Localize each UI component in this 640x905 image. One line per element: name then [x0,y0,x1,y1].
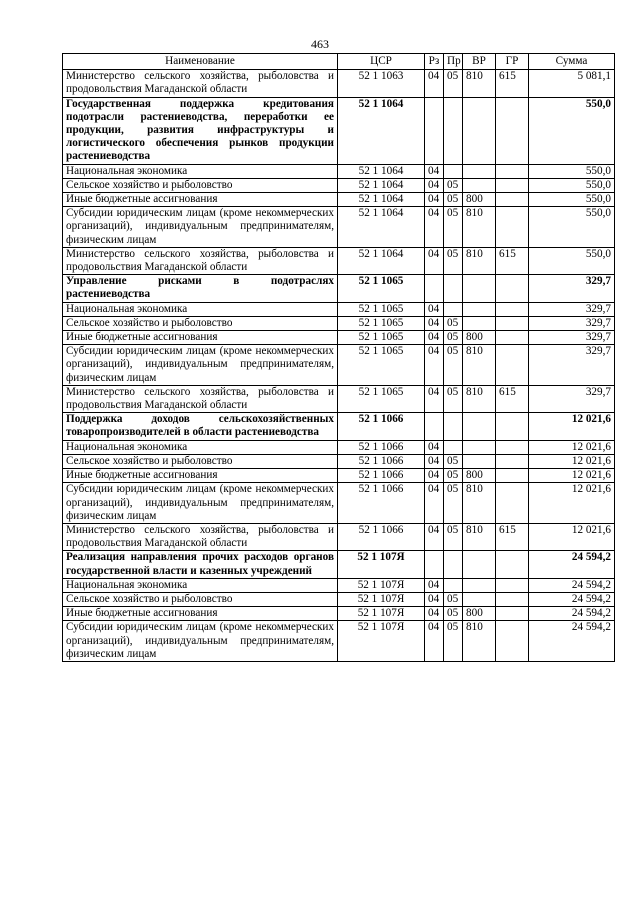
cell-vr: 810 [463,385,496,412]
cell-sum: 550,0 [529,164,615,178]
cell-rz: 04 [425,331,444,345]
table-row [63,178,615,192]
cell-vr [463,440,496,454]
cell-vr [463,178,496,192]
table-row [63,551,615,578]
cell-rz: 04 [425,302,444,316]
cell-sum: 24 594,2 [529,551,615,578]
cell-name: Управление рисками в подотраслях растениеводства [63,275,338,302]
cell-rz: 04 [425,164,444,178]
cell-name: Национальная экономика [63,164,338,178]
cell-pr [444,413,463,440]
cell-csr: 52 1 107Я [338,621,425,662]
cell-name: Национальная экономика [63,440,338,454]
cell-gr [496,178,529,192]
cell-csr: 52 1 1065 [338,302,425,316]
cell-vr: 810 [463,207,496,248]
cell-vr [463,164,496,178]
cell-vr [463,578,496,592]
cell-pr: 05 [444,385,463,412]
cell-vr: 800 [463,193,496,207]
cell-name: Министерство сельского хозяйства, рыболовства и продовольствия Магаданской области [63,523,338,550]
cell-pr: 05 [444,331,463,345]
header-pr: Пр [444,54,463,70]
cell-sum: 24 594,2 [529,578,615,592]
cell-name: Национальная экономика [63,578,338,592]
cell-pr [444,440,463,454]
cell-gr [496,164,529,178]
cell-rz: 04 [425,247,444,274]
cell-csr: 52 1 107Я [338,551,425,578]
cell-csr: 52 1 1066 [338,523,425,550]
cell-vr [463,97,496,164]
cell-sum: 329,7 [529,302,615,316]
cell-gr [496,207,529,248]
cell-sum: 12 021,6 [529,469,615,483]
cell-name: Сельское хозяйство и рыболовство [63,178,338,192]
cell-csr: 52 1 1064 [338,164,425,178]
cell-sum: 329,7 [529,275,615,302]
cell-gr [496,621,529,662]
cell-csr: 52 1 1065 [338,385,425,412]
cell-sum: 550,0 [529,193,615,207]
cell-rz [425,413,444,440]
cell-pr: 05 [444,316,463,330]
cell-csr: 52 1 107Я [338,592,425,606]
cell-rz: 04 [425,345,444,386]
cell-sum: 329,7 [529,316,615,330]
cell-pr: 05 [444,621,463,662]
cell-csr: 52 1 1065 [338,316,425,330]
cell-pr [444,551,463,578]
cell-name: Сельское хозяйство и рыболовство [63,316,338,330]
cell-pr: 05 [444,247,463,274]
cell-rz: 04 [425,193,444,207]
cell-vr [463,551,496,578]
header-vr: ВР [463,54,496,70]
cell-pr [444,302,463,316]
cell-sum: 550,0 [529,207,615,248]
cell-csr: 52 1 107Я [338,578,425,592]
cell-gr [496,413,529,440]
cell-gr [496,97,529,164]
cell-sum: 12 021,6 [529,440,615,454]
cell-sum: 24 594,2 [529,592,615,606]
cell-name: Реализация направления прочих расходов органов государственной власти и казенных учреждений [63,551,338,578]
header-gr: ГР [496,54,529,70]
cell-gr [496,316,529,330]
cell-csr: 52 1 1065 [338,275,425,302]
table-row [63,207,615,248]
cell-sum: 12 021,6 [529,454,615,468]
cell-gr: 615 [496,247,529,274]
cell-pr: 05 [444,207,463,248]
cell-csr: 52 1 1064 [338,207,425,248]
cell-gr [496,193,529,207]
cell-rz: 04 [425,207,444,248]
cell-csr: 52 1 1066 [338,454,425,468]
cell-sum: 329,7 [529,331,615,345]
cell-name: Иные бюджетные ассигнования [63,469,338,483]
cell-gr: 615 [496,523,529,550]
cell-rz: 04 [425,316,444,330]
cell-vr [463,275,496,302]
table-row [63,345,615,386]
table-row [63,302,615,316]
cell-vr [463,592,496,606]
cell-pr: 05 [444,454,463,468]
table-row [63,440,615,454]
table-body [63,70,615,662]
cell-name: Министерство сельского хозяйства, рыболовства и продовольствия Магаданской области [63,247,338,274]
table-row [63,621,615,662]
cell-gr: 615 [496,70,529,97]
cell-pr: 05 [444,193,463,207]
header-csr: ЦСР [338,54,425,70]
cell-csr: 52 1 1066 [338,413,425,440]
cell-gr: 615 [496,385,529,412]
cell-gr [496,483,529,524]
cell-csr: 52 1 1064 [338,193,425,207]
cell-vr: 800 [463,469,496,483]
cell-pr: 05 [444,178,463,192]
cell-name: Иные бюджетные ассигнования [63,193,338,207]
table-row [63,483,615,524]
cell-rz: 04 [425,483,444,524]
cell-vr: 800 [463,331,496,345]
budget-table [62,53,615,662]
table-row [63,247,615,274]
cell-pr: 05 [444,523,463,550]
cell-vr: 810 [463,621,496,662]
table-row [63,592,615,606]
cell-csr: 52 1 1065 [338,331,425,345]
table-row [63,97,615,164]
table-row [63,523,615,550]
cell-pr: 05 [444,70,463,97]
header-row [63,54,615,70]
cell-rz: 04 [425,385,444,412]
cell-name: Субсидии юридическим лицам (кроме некоммерческих организаций), индивидуальным предпринимателям, физическим лицам [63,621,338,662]
header-sum: Сумма [529,54,615,70]
cell-rz: 04 [425,440,444,454]
cell-vr: 810 [463,345,496,386]
cell-gr [496,275,529,302]
cell-sum: 550,0 [529,97,615,164]
cell-sum: 5 081,1 [529,70,615,97]
cell-name: Министерство сельского хозяйства, рыболовства и продовольствия Магаданской области [63,385,338,412]
cell-csr: 52 1 1064 [338,178,425,192]
cell-sum: 12 021,6 [529,523,615,550]
cell-csr: 52 1 1064 [338,97,425,164]
cell-csr: 52 1 1066 [338,469,425,483]
cell-pr: 05 [444,469,463,483]
cell-vr: 810 [463,523,496,550]
cell-rz [425,97,444,164]
table-row [63,469,615,483]
table-row [63,331,615,345]
cell-rz: 04 [425,454,444,468]
cell-pr: 05 [444,483,463,524]
cell-gr [496,607,529,621]
cell-sum: 550,0 [529,178,615,192]
cell-rz [425,551,444,578]
cell-rz [425,275,444,302]
cell-gr [496,592,529,606]
table-row [63,413,615,440]
cell-pr [444,164,463,178]
cell-vr: 810 [463,483,496,524]
cell-csr: 52 1 1066 [338,483,425,524]
table-row [63,193,615,207]
cell-vr [463,413,496,440]
cell-pr: 05 [444,592,463,606]
cell-sum: 12 021,6 [529,483,615,524]
cell-vr [463,454,496,468]
cell-sum: 329,7 [529,385,615,412]
cell-name: Субсидии юридическим лицам (кроме некоммерческих организаций), индивидуальным предпринимателям, физическим лицам [63,483,338,524]
cell-rz: 04 [425,578,444,592]
table-row [63,607,615,621]
cell-pr [444,97,463,164]
cell-sum: 12 021,6 [529,413,615,440]
table-row [63,454,615,468]
cell-name: Министерство сельского хозяйства, рыболовства и продовольствия Магаданской области [63,70,338,97]
cell-pr [444,578,463,592]
cell-csr: 52 1 1065 [338,345,425,386]
cell-rz: 04 [425,70,444,97]
table-row [63,164,615,178]
cell-csr: 52 1 1063 [338,70,425,97]
cell-csr: 52 1 107Я [338,607,425,621]
cell-vr [463,302,496,316]
cell-gr [496,469,529,483]
cell-vr [463,316,496,330]
table-row [63,316,615,330]
cell-pr [444,275,463,302]
cell-rz: 04 [425,621,444,662]
cell-gr [496,551,529,578]
cell-sum: 24 594,2 [529,607,615,621]
cell-gr [496,440,529,454]
cell-gr [496,578,529,592]
cell-rz: 04 [425,469,444,483]
cell-rz: 04 [425,592,444,606]
cell-name: Сельское хозяйство и рыболовство [63,454,338,468]
cell-pr: 05 [444,345,463,386]
cell-vr: 800 [463,607,496,621]
table-row [63,385,615,412]
cell-name: Иные бюджетные ассигнования [63,607,338,621]
cell-name: Субсидии юридическим лицам (кроме некоммерческих организаций), индивидуальным предпринимателям, физическим лицам [63,345,338,386]
cell-csr: 52 1 1064 [338,247,425,274]
cell-name: Субсидии юридическим лицам (кроме некоммерческих организаций), индивидуальным предпринимателям, физическим лицам [63,207,338,248]
cell-csr: 52 1 1066 [338,440,425,454]
cell-rz: 04 [425,607,444,621]
cell-gr [496,302,529,316]
cell-rz: 04 [425,523,444,550]
cell-pr: 05 [444,607,463,621]
cell-name: Поддержка доходов сельскохозяйственных товаропроизводителей в области растениеводства [63,413,338,440]
cell-sum: 329,7 [529,345,615,386]
table-row [63,578,615,592]
cell-gr [496,345,529,386]
header-rz: Рз [425,54,444,70]
cell-sum: 24 594,2 [529,621,615,662]
table-row [63,275,615,302]
cell-gr [496,331,529,345]
cell-name: Национальная экономика [63,302,338,316]
table-header [63,54,615,70]
table-row [63,70,615,97]
cell-name: Иные бюджетные ассигнования [63,331,338,345]
cell-sum: 550,0 [529,247,615,274]
cell-rz: 04 [425,178,444,192]
cell-vr: 810 [463,247,496,274]
cell-gr [496,454,529,468]
cell-name: Государственная поддержка кредитования подотрасли растениеводства, переработки ее продукции, развития инфраструктуры и логистического обеспечения рынков продукции растениеводства [63,97,338,164]
header-name: Наименование [63,54,338,70]
cell-name: Сельское хозяйство и рыболовство [63,592,338,606]
page-number: 463 [311,37,329,51]
cell-vr: 810 [463,70,496,97]
